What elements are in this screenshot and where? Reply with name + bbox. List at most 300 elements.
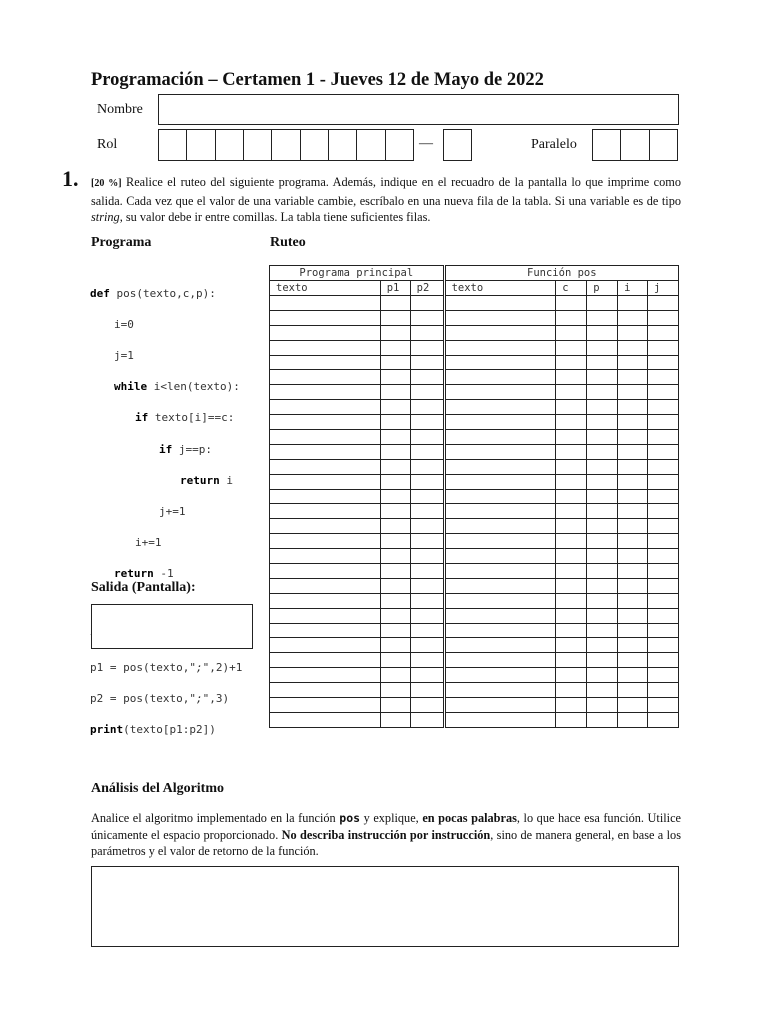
rol-check-digit-field[interactable] — [443, 129, 472, 161]
keyword: def — [90, 286, 110, 300]
ruteo-row — [270, 370, 679, 385]
ruteo-cell[interactable] — [618, 504, 648, 519]
ruteo-cell[interactable] — [380, 430, 410, 445]
ruteo-cell[interactable] — [618, 593, 648, 608]
ruteo-cell[interactable] — [587, 653, 618, 668]
ruteo-cell[interactable] — [410, 325, 444, 340]
ruteo-cell[interactable] — [410, 489, 444, 504]
ruteo-cell[interactable] — [648, 415, 679, 430]
column-header: i — [618, 281, 648, 296]
ruteo-cell[interactable] — [444, 430, 556, 445]
ruteo-cell[interactable] — [587, 638, 618, 653]
ruteo-cell[interactable] — [380, 698, 410, 713]
ruteo-cell[interactable] — [444, 593, 556, 608]
ruteo-cell[interactable] — [648, 340, 679, 355]
ruteo-row — [270, 668, 679, 683]
ruteo-cell[interactable] — [648, 474, 679, 489]
ruteo-cell[interactable] — [648, 668, 679, 683]
rol-cell[interactable] — [386, 130, 413, 160]
rol-cell[interactable] — [301, 130, 329, 160]
ruteo-cell[interactable] — [444, 340, 556, 355]
ruteo-cell[interactable] — [556, 593, 587, 608]
nombre-field[interactable] — [158, 94, 679, 125]
ruteo-cell[interactable] — [270, 534, 381, 549]
ruteo-row — [270, 623, 679, 638]
ruteo-cell[interactable] — [380, 683, 410, 698]
ruteo-cell[interactable] — [410, 578, 444, 593]
ruteo-cell[interactable] — [618, 519, 648, 534]
ruteo-cell[interactable] — [444, 623, 556, 638]
ruteo-cell[interactable] — [556, 638, 587, 653]
column-header: texto — [270, 281, 381, 296]
rol-cell[interactable] — [159, 130, 187, 160]
ruteo-cell[interactable] — [587, 712, 618, 727]
ruteo-cell[interactable] — [410, 653, 444, 668]
ruteo-cell[interactable] — [410, 340, 444, 355]
ruteo-cell[interactable] — [444, 564, 556, 579]
ruteo-cell[interactable] — [618, 474, 648, 489]
ruteo-cell[interactable] — [556, 459, 587, 474]
ruteo-cell[interactable] — [587, 608, 618, 623]
code-line — [90, 691, 242, 707]
ruteo-cell[interactable] — [556, 623, 587, 638]
ruteo-cell[interactable] — [648, 608, 679, 623]
ruteo-cell[interactable] — [444, 549, 556, 564]
keyword: return — [180, 473, 220, 487]
ruteo-cell[interactable] — [556, 385, 587, 400]
ruteo-cell[interactable] — [444, 712, 556, 727]
ruteo-cell[interactable] — [444, 400, 556, 415]
ruteo-cell[interactable] — [380, 549, 410, 564]
rol-label: Rol — [97, 137, 118, 152]
code-line — [90, 722, 242, 738]
question-statement — [91, 174, 681, 226]
code-line — [90, 317, 242, 333]
ruteo-cell[interactable] — [648, 400, 679, 415]
ruteo-cell[interactable] — [648, 683, 679, 698]
ruteo-cell[interactable] — [270, 459, 381, 474]
column-header: texto — [444, 281, 556, 296]
ruteo-cell[interactable] — [587, 459, 618, 474]
ruteo-cell[interactable] — [587, 415, 618, 430]
paralelo-label: Paralelo — [531, 137, 577, 152]
ruteo-cell[interactable] — [556, 340, 587, 355]
ruteo-cell[interactable] — [444, 638, 556, 653]
ruteo-cell[interactable] — [556, 444, 587, 459]
ruteo-cell[interactable] — [380, 325, 410, 340]
ruteo-cell[interactable] — [444, 370, 556, 385]
ruteo-row — [270, 400, 679, 415]
ruteo-cell[interactable] — [556, 474, 587, 489]
ruteo-cell[interactable] — [380, 489, 410, 504]
ruteo-row — [270, 489, 679, 504]
ruteo-cell[interactable] — [410, 296, 444, 311]
ruteo-cell[interactable] — [410, 519, 444, 534]
ruteo-cell[interactable] — [618, 653, 648, 668]
ruteo-cell[interactable] — [444, 489, 556, 504]
ruteo-cell[interactable] — [556, 400, 587, 415]
ruteo-cell[interactable] — [444, 578, 556, 593]
ruteo-cell[interactable] — [587, 340, 618, 355]
ruteo-cell[interactable] — [587, 519, 618, 534]
ruteo-row — [270, 474, 679, 489]
ruteo-cell[interactable] — [380, 534, 410, 549]
ruteo-cell[interactable] — [587, 489, 618, 504]
ruteo-cell[interactable] — [444, 310, 556, 325]
statement-part: Realice el ruteo del siguiente programa. Además, indique en el recuadro de la pantalla lo que imprime como salida. Cada vez que el valor de una variable cambie, escríbalo en una nueva fila de la tabla. Si una variable es de tipo — [91, 175, 681, 208]
ruteo-cell[interactable] — [648, 296, 679, 311]
ruteo-cell[interactable] — [410, 638, 444, 653]
ruteo-cell[interactable] — [556, 296, 587, 311]
ruteo-cell[interactable] — [556, 370, 587, 385]
ruteo-cell[interactable] — [587, 325, 618, 340]
ruteo-cell[interactable] — [587, 623, 618, 638]
ruteo-cell[interactable] — [270, 712, 381, 727]
ruteo-cell[interactable] — [410, 608, 444, 623]
ruteo-cell[interactable] — [556, 608, 587, 623]
paralelo-field[interactable] — [592, 129, 678, 161]
ruteo-cell[interactable] — [444, 683, 556, 698]
ruteo-cell[interactable] — [444, 415, 556, 430]
ruteo-cell[interactable] — [444, 444, 556, 459]
ruteo-cell[interactable] — [587, 698, 618, 713]
ruteo-cell[interactable] — [270, 444, 381, 459]
ruteo-cell[interactable] — [648, 564, 679, 579]
ruteo-cell[interactable] — [618, 430, 648, 445]
ruteo-row — [270, 504, 679, 519]
ruteo-cell[interactable] — [270, 489, 381, 504]
ruteo-cell[interactable] — [618, 325, 648, 340]
ruteo-cell[interactable] — [380, 593, 410, 608]
keyword: if — [135, 411, 149, 425]
ruteo-cell[interactable] — [410, 668, 444, 683]
rol-cell[interactable] — [216, 130, 244, 160]
ruteo-row — [270, 430, 679, 445]
ruteo-cell[interactable] — [587, 400, 618, 415]
ruteo-cell[interactable] — [270, 683, 381, 698]
ruteo-cell[interactable] — [556, 430, 587, 445]
ruteo-cell[interactable] — [444, 296, 556, 311]
ruteo-cell[interactable] — [380, 519, 410, 534]
ruteo-cell[interactable] — [618, 698, 648, 713]
ruteo-cell[interactable] — [556, 564, 587, 579]
ruteo-cell[interactable] — [648, 638, 679, 653]
ruteo-cell[interactable] — [587, 593, 618, 608]
ruteo-cell[interactable] — [556, 355, 587, 370]
ruteo-cell[interactable] — [410, 549, 444, 564]
ruteo-cell[interactable] — [648, 534, 679, 549]
group-header-main: Programa principal — [270, 266, 445, 281]
ruteo-row — [270, 549, 679, 564]
ruteo-cell[interactable] — [410, 564, 444, 579]
ruteo-cell[interactable] — [380, 623, 410, 638]
ruteo-cell[interactable] — [648, 489, 679, 504]
ruteo-cell[interactable] — [587, 683, 618, 698]
ruteo-table — [269, 265, 679, 728]
ruteo-cell[interactable] — [618, 712, 648, 727]
ruteo-cell[interactable] — [587, 355, 618, 370]
rol-field[interactable] — [158, 129, 414, 161]
ruteo-cell[interactable] — [587, 578, 618, 593]
statement-bold: en pocas palabras — [422, 811, 517, 825]
ruteo-cell[interactable] — [648, 310, 679, 325]
ruteo-cell[interactable] — [648, 459, 679, 474]
ruteo-cell[interactable] — [618, 549, 648, 564]
ruteo-cell[interactable] — [648, 712, 679, 727]
ruteo-cell[interactable] — [380, 400, 410, 415]
ruteo-cell[interactable] — [648, 519, 679, 534]
statement-emphasis: string — [91, 210, 120, 224]
ruteo-cell[interactable] — [618, 370, 648, 385]
column-header: p2 — [410, 281, 444, 296]
ruteo-cell[interactable] — [618, 564, 648, 579]
rol-cell[interactable] — [187, 130, 215, 160]
paralelo-cell[interactable] — [650, 130, 677, 160]
code-text: i=0 — [114, 317, 134, 331]
ruteo-cell[interactable] — [618, 415, 648, 430]
ruteo-cell[interactable] — [556, 712, 587, 727]
ruteo-row — [270, 578, 679, 593]
ruteo-cell[interactable] — [270, 564, 381, 579]
ruteo-cell[interactable] — [270, 310, 381, 325]
ruteo-cell[interactable] — [587, 296, 618, 311]
ruteo-cell[interactable] — [444, 474, 556, 489]
column-header: j — [648, 281, 679, 296]
ruteo-cell[interactable] — [587, 549, 618, 564]
code-text: j=1 — [114, 348, 134, 362]
ruteo-cell[interactable] — [444, 459, 556, 474]
analisis-answer-box[interactable] — [91, 866, 679, 947]
ruteo-cell[interactable] — [618, 489, 648, 504]
ruteo-cell[interactable] — [380, 296, 410, 311]
ruteo-cell[interactable] — [648, 325, 679, 340]
ruteo-cell[interactable] — [410, 534, 444, 549]
ruteo-cell[interactable] — [587, 534, 618, 549]
ruteo-cell[interactable] — [444, 325, 556, 340]
ruteo-cell[interactable] — [380, 608, 410, 623]
ruteo-cell[interactable] — [556, 683, 587, 698]
ruteo-cell[interactable] — [648, 623, 679, 638]
ruteo-cell[interactable] — [270, 698, 381, 713]
ruteo-cell[interactable] — [587, 310, 618, 325]
ruteo-cell[interactable] — [380, 578, 410, 593]
ruteo-cell[interactable] — [618, 623, 648, 638]
ruteo-cell[interactable] — [410, 355, 444, 370]
ruteo-cell[interactable] — [648, 653, 679, 668]
ruteo-cell[interactable] — [587, 385, 618, 400]
rol-dash: — — [419, 136, 433, 151]
ruteo-cell[interactable] — [556, 578, 587, 593]
ruteo-cell[interactable] — [556, 534, 587, 549]
ruteo-cell[interactable] — [380, 668, 410, 683]
ruteo-cell[interactable] — [556, 325, 587, 340]
ruteo-cell[interactable] — [444, 608, 556, 623]
ruteo-cell[interactable] — [444, 534, 556, 549]
salida-output-box[interactable] — [91, 604, 253, 649]
ruteo-cell[interactable] — [648, 698, 679, 713]
ruteo-row — [270, 519, 679, 534]
paralelo-cell[interactable] — [593, 130, 621, 160]
ruteo-cell[interactable] — [270, 340, 381, 355]
ruteo-cell[interactable] — [380, 564, 410, 579]
ruteo-cell[interactable] — [556, 668, 587, 683]
ruteo-cell[interactable] — [444, 519, 556, 534]
ruteo-cell[interactable] — [618, 296, 648, 311]
ruteo-cell[interactable] — [410, 400, 444, 415]
ruteo-cell[interactable] — [556, 653, 587, 668]
ruteo-cell[interactable] — [380, 459, 410, 474]
ruteo-cell[interactable] — [380, 653, 410, 668]
ruteo-cell[interactable] — [556, 489, 587, 504]
ruteo-cell[interactable] — [380, 444, 410, 459]
ruteo-cell[interactable] — [270, 578, 381, 593]
ruteo-cell[interactable] — [380, 712, 410, 727]
ruteo-cell[interactable] — [270, 593, 381, 608]
ruteo-cell[interactable] — [444, 653, 556, 668]
ruteo-cell[interactable] — [444, 355, 556, 370]
ruteo-cell[interactable] — [270, 400, 381, 415]
ruteo-cell[interactable] — [444, 385, 556, 400]
code-line — [90, 473, 242, 489]
ruteo-cell[interactable] — [410, 623, 444, 638]
ruteo-cell[interactable] — [587, 504, 618, 519]
ruteo-cell[interactable] — [270, 653, 381, 668]
ruteo-row — [270, 608, 679, 623]
ruteo-cell[interactable] — [556, 504, 587, 519]
ruteo-cell[interactable] — [618, 310, 648, 325]
ruteo-cell[interactable] — [648, 578, 679, 593]
ruteo-cell[interactable] — [587, 444, 618, 459]
ruteo-cell[interactable] — [618, 355, 648, 370]
ruteo-cell[interactable] — [270, 638, 381, 653]
rol-cell[interactable] — [244, 130, 272, 160]
ruteo-cell[interactable] — [410, 385, 444, 400]
ruteo-cell[interactable] — [618, 444, 648, 459]
ruteo-cell[interactable] — [270, 355, 381, 370]
ruteo-cell[interactable] — [410, 504, 444, 519]
statement-part: y explique, — [360, 811, 423, 825]
ruteo-cell[interactable] — [648, 370, 679, 385]
ruteo-cell[interactable] — [410, 683, 444, 698]
rol-cell[interactable] — [329, 130, 357, 160]
rol-cell[interactable] — [357, 130, 385, 160]
ruteo-cell[interactable] — [444, 504, 556, 519]
ruteo-cell[interactable] — [618, 459, 648, 474]
ruteo-cell[interactable] — [587, 668, 618, 683]
ruteo-cell[interactable] — [380, 385, 410, 400]
ruteo-cell[interactable] — [410, 712, 444, 727]
ruteo-cell[interactable] — [556, 519, 587, 534]
ruteo-row — [270, 683, 679, 698]
ruteo-cell[interactable] — [380, 504, 410, 519]
ruteo-cell[interactable] — [270, 430, 381, 445]
statement-part: , sino de manera general, en base a los parámetros y el valor de retorno de la función. — [91, 827, 681, 858]
column-header: c — [556, 281, 587, 296]
ruteo-cell[interactable] — [648, 385, 679, 400]
ruteo-cell[interactable] — [410, 370, 444, 385]
code-text: j==p: — [172, 442, 212, 456]
analisis-statement — [91, 810, 681, 860]
ruteo-cell[interactable] — [270, 668, 381, 683]
paralelo-cell[interactable] — [621, 130, 649, 160]
ruteo-cell[interactable] — [270, 325, 381, 340]
ruteo-cell[interactable] — [410, 444, 444, 459]
ruteo-cell[interactable] — [270, 608, 381, 623]
ruteo-cell[interactable] — [587, 474, 618, 489]
ruteo-cell[interactable] — [380, 340, 410, 355]
statement-part: Analice el algoritmo implementado en la función — [91, 811, 340, 825]
ruteo-cell[interactable] — [410, 415, 444, 430]
ruteo-cell[interactable] — [618, 668, 648, 683]
ruteo-cell[interactable] — [587, 564, 618, 579]
ruteo-row — [270, 564, 679, 579]
program-code — [90, 270, 242, 753]
ruteo-cell[interactable] — [648, 593, 679, 608]
ruteo-cell[interactable] — [618, 578, 648, 593]
ruteo-cell[interactable] — [380, 355, 410, 370]
ruteo-cell[interactable] — [270, 296, 381, 311]
ruteo-cell[interactable] — [410, 593, 444, 608]
ruteo-cell[interactable] — [618, 385, 648, 400]
ruteo-row — [270, 653, 679, 668]
ruteo-cell[interactable] — [618, 534, 648, 549]
ruteo-cell[interactable] — [444, 668, 556, 683]
ruteo-table-body — [270, 296, 679, 728]
ruteo-cell[interactable] — [648, 504, 679, 519]
ruteo-cell[interactable] — [618, 638, 648, 653]
ruteo-cell[interactable] — [380, 474, 410, 489]
ruteo-cell[interactable] — [618, 683, 648, 698]
ruteo-row — [270, 355, 679, 370]
ruteo-cell[interactable] — [270, 519, 381, 534]
ruteo-cell[interactable] — [556, 415, 587, 430]
code-text: ,3) — [209, 692, 230, 706]
ruteo-cell[interactable] — [270, 370, 381, 385]
ruteo-cell[interactable] — [444, 698, 556, 713]
ruteo-cell[interactable] — [410, 430, 444, 445]
ruteo-cell[interactable] — [648, 549, 679, 564]
ruteo-cell[interactable] — [380, 370, 410, 385]
ruteo-cell[interactable] — [270, 474, 381, 489]
ruteo-cell[interactable] — [380, 310, 410, 325]
ruteo-cell[interactable] — [648, 430, 679, 445]
ruteo-cell[interactable] — [556, 698, 587, 713]
ruteo-cell[interactable] — [410, 698, 444, 713]
ruteo-cell[interactable] — [270, 623, 381, 638]
code-line — [90, 379, 242, 395]
ruteo-cell[interactable] — [556, 549, 587, 564]
ruteo-cell[interactable] — [648, 444, 679, 459]
ruteo-cell[interactable] — [587, 430, 618, 445]
ruteo-cell[interactable] — [618, 608, 648, 623]
ruteo-cell[interactable] — [618, 400, 648, 415]
ruteo-cell[interactable] — [270, 504, 381, 519]
ruteo-cell[interactable] — [556, 310, 587, 325]
ruteo-cell[interactable] — [618, 340, 648, 355]
ruteo-cell[interactable] — [380, 638, 410, 653]
rol-cell[interactable] — [272, 130, 300, 160]
ruteo-cell[interactable] — [270, 549, 381, 564]
code-line — [90, 504, 242, 520]
ruteo-cell[interactable] — [270, 415, 381, 430]
ruteo-cell[interactable] — [587, 370, 618, 385]
ruteo-cell[interactable] — [410, 474, 444, 489]
ruteo-cell[interactable] — [410, 459, 444, 474]
ruteo-cell[interactable] — [270, 385, 381, 400]
ruteo-cell[interactable] — [380, 415, 410, 430]
ruteo-cell[interactable] — [410, 310, 444, 325]
ruteo-cell[interactable] — [648, 355, 679, 370]
